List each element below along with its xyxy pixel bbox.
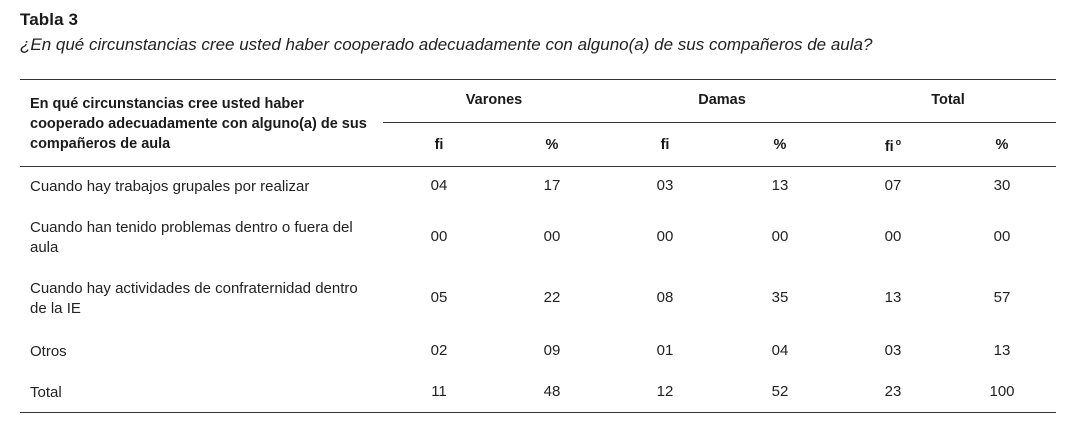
table-cell: 05 — [430, 289, 448, 306]
table-cell: 13 — [771, 177, 789, 194]
row-label: Cuando han tenido problemas dentro o fuera del aula — [30, 219, 353, 256]
table-cell: 52 — [771, 383, 789, 400]
header-sub-damas-pct: % — [773, 137, 787, 153]
table-cell: 04 — [430, 177, 448, 194]
table-cell: 01 — [656, 342, 674, 359]
table-cell: 13 — [884, 289, 902, 306]
header-first-column: En qué circunstancias cree usted haber cooperado adecuadamente con alguno(a) de sus compañeros de aula — [30, 96, 367, 152]
header-group-varones: Varones — [465, 92, 523, 108]
table-caption-title: ¿En qué circunstancias cree usted haber cooperado adecuadamente con alguno(a) de sus compañeros de aula? — [20, 35, 873, 54]
row-label: Cuando hay trabajos grupales por realizar — [30, 178, 310, 195]
table-cell: 03 — [884, 342, 902, 359]
table-cell: 13 — [993, 342, 1011, 359]
table-cell: 04 — [771, 342, 789, 359]
table-cell: 09 — [543, 342, 561, 359]
table-cell: 00 — [656, 228, 674, 245]
header-sub-varones-fi: fi — [434, 137, 444, 153]
table-cell: 30 — [993, 177, 1011, 194]
table-cell: 35 — [771, 289, 789, 306]
table-cell: 12 — [656, 383, 674, 400]
table-cell: 57 — [993, 289, 1011, 306]
table-cell: 00 — [884, 228, 902, 245]
table-caption-label: Tabla 3 — [20, 10, 79, 29]
header-sub-total-fi-superscript: o — [895, 137, 902, 147]
row-label: Cuando hay actividades de confraternidad dentro de la IE — [30, 280, 358, 317]
table-cell: 23 — [884, 383, 902, 400]
table-header-rule — [20, 166, 1056, 167]
table-top-rule — [20, 79, 1056, 80]
header-sub-total-pct: % — [995, 137, 1009, 153]
header-sub-total-fi-text: fi — [884, 138, 894, 155]
table-cell: 00 — [771, 228, 789, 245]
table-cell: 02 — [430, 342, 448, 359]
table-cell: 22 — [543, 289, 561, 306]
header-group-total: Total — [931, 92, 965, 108]
table-cell: 03 — [656, 177, 674, 194]
table-cell: 00 — [430, 228, 448, 245]
table-cell: 17 — [543, 177, 561, 194]
table-bottom-rule — [20, 412, 1056, 413]
header-group-damas: Damas — [698, 92, 746, 108]
table-cell: 07 — [884, 177, 902, 194]
row-label: Otros — [30, 343, 67, 360]
table-cell: 48 — [543, 383, 561, 400]
header-sub-total-fi — [863, 137, 923, 155]
table-cell: 00 — [543, 228, 561, 245]
table-cell: 00 — [993, 228, 1011, 245]
table-cell: 100 — [989, 383, 1015, 400]
table-group-rule — [383, 122, 1056, 123]
header-sub-varones-pct: % — [545, 137, 559, 153]
header-sub-damas-fi: fi — [660, 137, 670, 153]
table-cell: 08 — [656, 289, 674, 306]
table-cell: 11 — [431, 383, 447, 400]
row-label: Total — [30, 384, 62, 401]
